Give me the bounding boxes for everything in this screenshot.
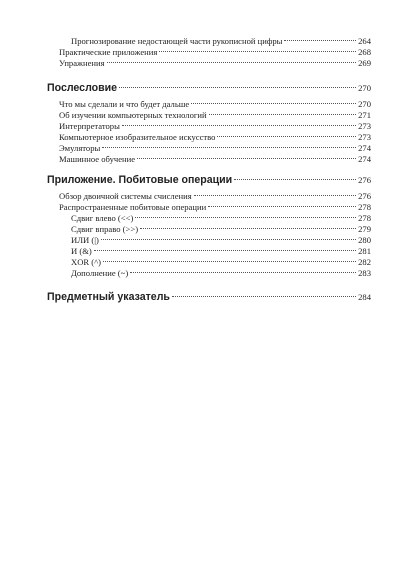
toc-entry-title: Что мы сделали и что будет дальше: [59, 99, 190, 109]
toc-entry-page: 269: [358, 58, 371, 68]
toc-subentry: [47, 257, 371, 268]
toc-entry-page: 278: [358, 202, 371, 212]
toc-subentry-page: 278: [358, 213, 371, 223]
dot-leader: [208, 206, 356, 207]
toc-entry: [47, 132, 371, 143]
dot-leader: [103, 261, 356, 262]
toc-subentry-page: 283: [358, 268, 371, 278]
dot-leader: [191, 103, 356, 104]
toc-entry: [47, 110, 371, 121]
toc-entry-page: 273: [358, 132, 371, 142]
dot-leader: [234, 179, 356, 180]
toc-subentry: [47, 235, 371, 246]
dot-leader: [140, 228, 356, 229]
dot-leader: [130, 272, 356, 273]
dot-leader: [159, 51, 356, 52]
toc-subentry-title: И (&): [71, 246, 92, 256]
dot-leader: [94, 250, 356, 251]
toc-entry: [47, 36, 371, 47]
dot-leader: [137, 158, 356, 159]
toc-entry: [47, 143, 371, 154]
toc-entry-page: 271: [358, 110, 371, 120]
dot-leader: [122, 125, 356, 126]
toc-entry-page: 264: [358, 36, 371, 46]
toc-subentry-title: XOR (^): [71, 257, 102, 267]
dot-leader: [194, 195, 356, 196]
toc-subentry: [47, 213, 371, 224]
toc-entry-title: Компьютерное изобразительное искусство: [59, 132, 216, 142]
toc-entry: [47, 47, 371, 58]
toc-entry-title: Упражнения: [59, 58, 105, 68]
toc-entry: [47, 58, 371, 69]
chapter-page: 270: [358, 83, 371, 93]
toc-subentry-title: Сдвиг вправо (>>): [71, 224, 139, 234]
toc-entry-page: 276: [358, 191, 371, 201]
toc-chapter-index: [47, 290, 371, 304]
toc-subentry-title: ИЛИ (|): [71, 235, 99, 245]
toc-entry: [47, 121, 371, 132]
toc-entry-title: Об изучении компьютерных технологий: [59, 110, 207, 120]
toc-subentry-title: Сдвиг влево (<<): [71, 213, 134, 223]
toc-subentry: [47, 268, 371, 279]
toc-subentry-title: Дополнение (~): [71, 268, 129, 278]
dot-leader: [119, 87, 356, 88]
toc-subentry: [47, 224, 371, 235]
toc-chapter-appendix: [47, 173, 371, 187]
chapter-title: Приложение. Побитовые операции: [47, 174, 233, 186]
chapter-title: Послесловие: [47, 82, 118, 94]
toc-entry-title: Обзор двоичной системы счисления: [59, 191, 192, 201]
toc-entry-page: 273: [358, 121, 371, 131]
toc-entry-page: 270: [358, 99, 371, 109]
toc-entry-title: Машинное обучение: [59, 154, 136, 164]
dot-leader: [101, 239, 356, 240]
toc-entry-title: Практические приложения: [59, 47, 158, 57]
dot-leader: [102, 147, 356, 148]
toc-entry-title: Распространенные побитовые операции: [59, 202, 207, 212]
dot-leader: [172, 296, 356, 297]
toc-entry-page: 268: [358, 47, 371, 57]
chapter-page: 284: [358, 292, 371, 302]
toc-entry-title: Эмуляторы: [59, 143, 101, 153]
toc-subentry: [47, 246, 371, 257]
dot-leader: [135, 217, 356, 218]
table-of-contents: [47, 36, 371, 304]
dot-leader: [284, 40, 356, 41]
toc-subentry-page: 281: [358, 246, 371, 256]
chapter-page: 276: [358, 175, 371, 185]
dot-leader: [209, 114, 357, 115]
chapter-title: Предметный указатель: [47, 291, 170, 303]
toc-entry: [47, 191, 371, 202]
toc-entry-title: Прогнозирование недостающей части рукописной цифры: [71, 36, 283, 46]
toc-subentry-page: 280: [358, 235, 371, 245]
toc-entry-title: Интерпретаторы: [59, 121, 120, 131]
toc-entry: [47, 99, 371, 110]
toc-entry-page: 274: [358, 143, 371, 153]
toc-entry: [47, 154, 371, 165]
toc-chapter-afterword: [47, 81, 371, 95]
toc-entry: [47, 202, 371, 213]
toc-entry-page: 274: [358, 154, 371, 164]
toc-subentry-page: 282: [358, 257, 371, 267]
dot-leader: [107, 62, 357, 63]
dot-leader: [217, 136, 356, 137]
toc-subentry-page: 279: [358, 224, 371, 234]
